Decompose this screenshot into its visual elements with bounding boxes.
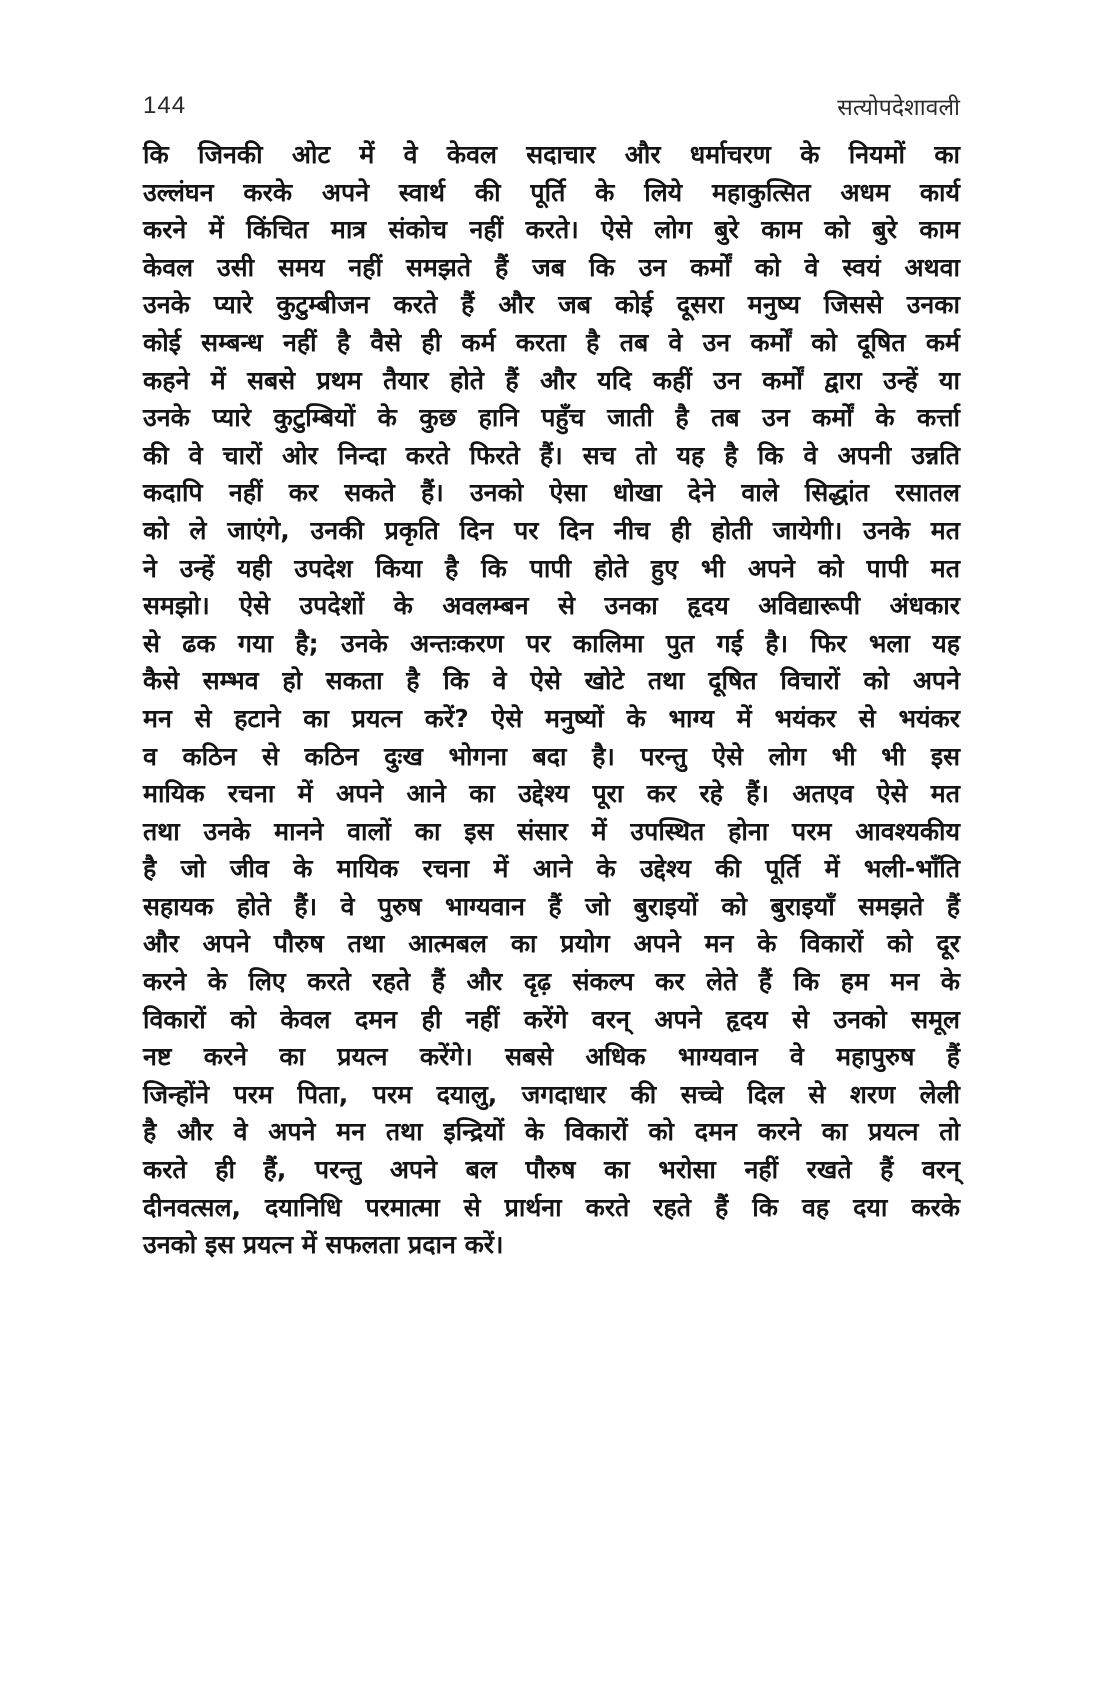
text-line: उनके प्यारे कुटुम्बीजन करते हैं और जब कोई दूसरा मनुष्य जिससे उनका bbox=[143, 290, 960, 320]
text-line: कहने में सबसे प्रथम तैयार होते हैं और यदि कहीं उन कर्मों द्वारा उन्हें या bbox=[143, 365, 960, 395]
text-line: करने के लिए करते रहते हैं और दृढ़ संकल्प कर लेते हैं कि हम मन के bbox=[143, 967, 960, 997]
text-line: जिन्होंने परम पिता, परम दयालु, जगदाधार की सच्चे दिल से शरण लेली bbox=[143, 1079, 960, 1109]
text-line: करने में किंचित मात्र संकोच नहीं करते। ऐसे लोग बुरे काम को बुरे काम bbox=[143, 215, 960, 245]
page-header bbox=[143, 92, 960, 128]
text-line: केवल उसी समय नहीं समझते हैं जब कि उन कर्मों को वे स्वयं अथवा bbox=[143, 252, 960, 282]
text-line: करते ही हैं, परन्तु अपने बल पौरुष का भरोसा नहीं रखते हैं वरन् bbox=[143, 1155, 960, 1185]
page-number: 144 bbox=[143, 92, 187, 119]
text-line: कदापि नहीं कर सकते हैं। उनको ऐसा धोखा देने वाले सिद्धांत रसातल bbox=[143, 478, 960, 508]
text-line: की वे चारों ओर निन्दा करते फिरते हैं। सच तो यह है कि वे अपनी उन्नति bbox=[143, 440, 960, 470]
text-line: सहायक होते हैं। वे पुरुष भाग्यवान हैं जो बुराइयों को बुराइयाँ समझते हैं bbox=[143, 891, 960, 921]
text-line: और अपने पौरुष तथा आत्मबल का प्रयोग अपने मन के विकारों को दूर bbox=[143, 929, 960, 959]
text-line-last: उनको इस प्रयत्न में सफलता प्रदान करें। bbox=[143, 1230, 504, 1260]
text-line: नष्ट करने का प्रयत्न करेंगे। सबसे अधिक भाग्यवान वे महापुरुष हैं bbox=[143, 1042, 960, 1072]
text-line: है और वे अपने मन तथा इन्द्रियों के विकारों को दमन करने का प्रयत्न तो bbox=[143, 1117, 960, 1147]
text-line: कि जिनकी ओट में वे केवल सदाचार और धर्माचरण के नियमों का bbox=[143, 140, 960, 169]
text-line: समझो। ऐसे उपदेशों के अवलम्बन से उनका हृदय अविद्यारूपी अंधकार bbox=[143, 591, 960, 621]
text-line: दीनवत्सल, दयानिधि परमात्मा से प्रार्थना करते रहते हैं कि वह दया करके bbox=[143, 1192, 960, 1222]
text-line: ने उन्हें यही उपदेश किया है कि पापी होते हुए भी अपने को पापी मत bbox=[143, 553, 960, 583]
text-line: से ढक गया है; उनके अन्तःकरण पर कालिमा पुत गई है। फिर भला यह bbox=[143, 628, 960, 658]
text-line: है जो जीव के मायिक रचना में आने के उद्देश्य की पूर्ति में भली-भाँति bbox=[143, 854, 960, 884]
body-text bbox=[143, 136, 960, 1264]
text-line: मायिक रचना में अपने आने का उद्देश्य पूरा कर रहे हैं। अतएव ऐसे मत bbox=[143, 779, 960, 809]
text-line: कोई सम्बन्ध नहीं है वैसे ही कर्म करता है तब वे उन कर्मों को दूषित कर्म bbox=[143, 327, 960, 357]
text-line: को ले जाएंगे, उनकी प्रकृति दिन पर दिन नीच ही होती जायेगी। उनके मत bbox=[143, 515, 960, 545]
running-title: सत्योपदेशावली bbox=[837, 95, 960, 121]
text-line: व कठिन से कठिन दुःख भोगना बदा है। परन्तु ऐसे लोग भी भी इस bbox=[143, 741, 960, 771]
text-line: उल्लंघन करके अपने स्वार्थ की पूर्ति के लिये महाकुत्सित अधम कार्य bbox=[143, 177, 960, 207]
text-line: उनके प्यारे कुटुम्बियों के कुछ हानि पहुँच जाती है तब उन कर्मों के कर्त्ता bbox=[143, 403, 960, 433]
text-line: कैसे सम्भव हो सकता है कि वे ऐसे खोटे तथा दूषित विचारों को अपने bbox=[143, 666, 960, 696]
text-line: तथा उनके मानने वालों का इस संसार में उपस्थित होना परम आवश्यकीय bbox=[143, 816, 960, 846]
text-line: विकारों को केवल दमन ही नहीं करेंगे वरन् अपने हृदय से उनको समूल bbox=[143, 1004, 960, 1034]
text-line: मन से हटाने का प्रयत्न करें? ऐसे मनुष्यों के भाग्य में भयंकर से भयंकर bbox=[143, 703, 960, 733]
